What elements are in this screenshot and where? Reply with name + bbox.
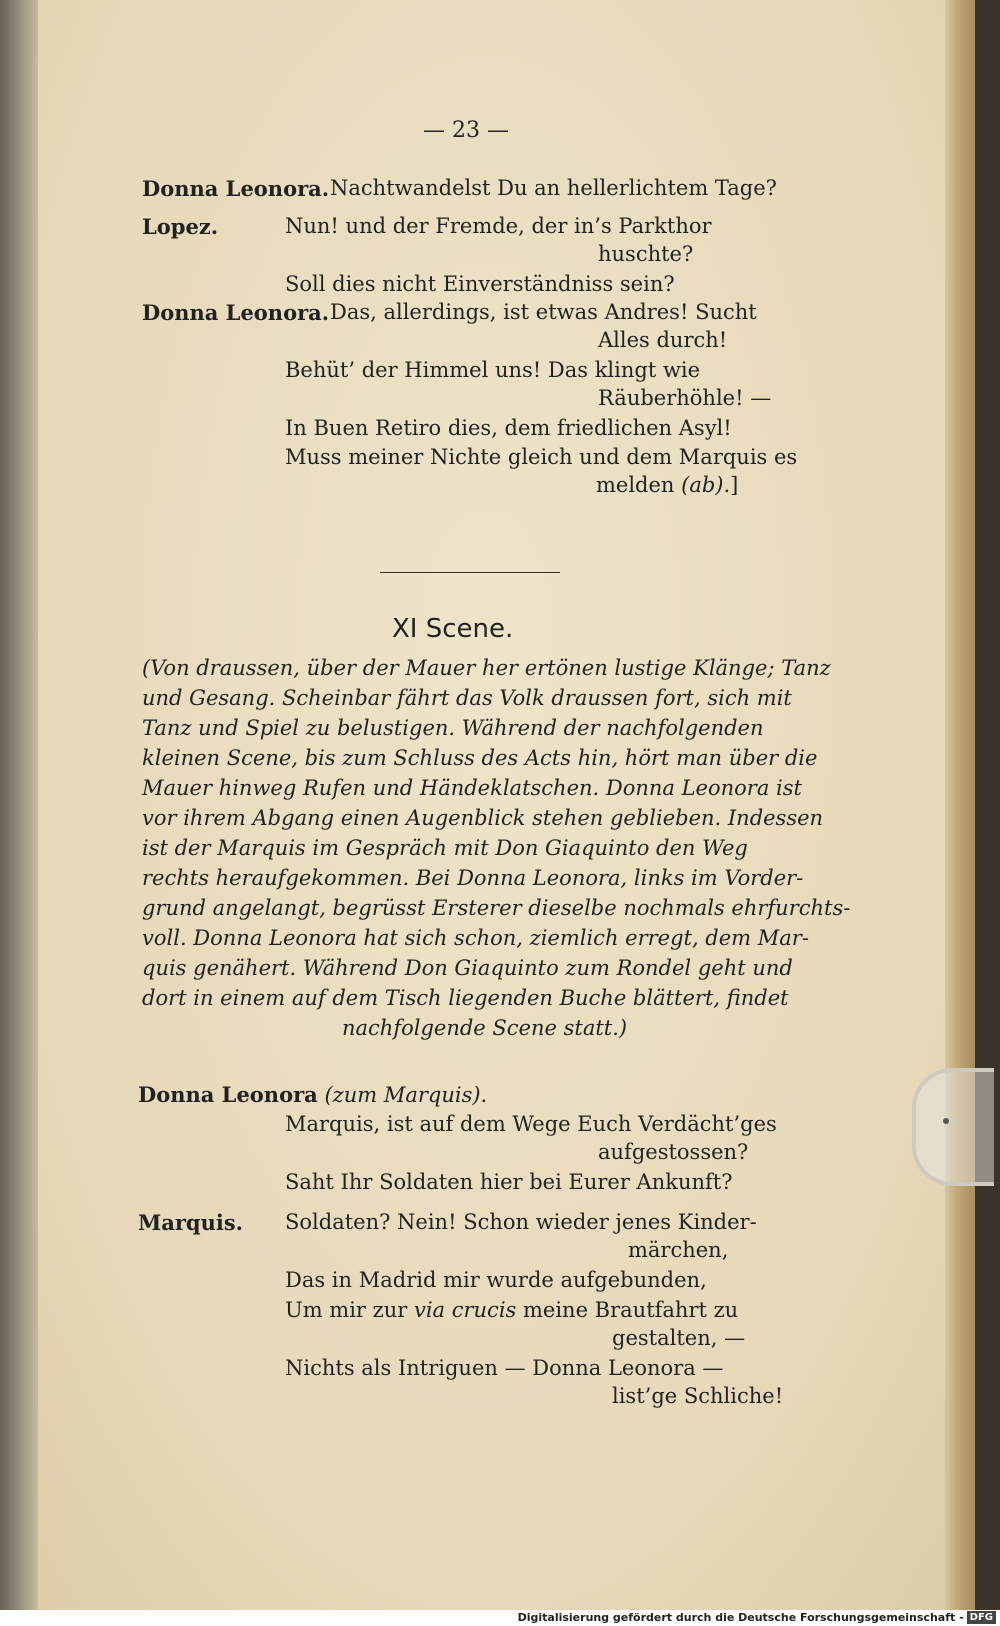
stage-direction-line: rechts heraufgekommen. Bei Donna Leonora, links im Vorder- <box>142 866 804 890</box>
verse-line: Räuberhöhle! — <box>598 386 772 410</box>
verse-line: Nachtwandelst Du an hellerlichtem Tage? <box>330 176 777 200</box>
verse-line: Alles durch! <box>598 328 728 352</box>
speaker-label: Donna Leonora. <box>142 300 330 325</box>
stage-direction-line: ist der Marquis im Gespräch mit Don Giaquinto den Weg <box>142 836 748 860</box>
speaker-label: Donna Leonora. <box>142 176 330 201</box>
verse-line: huschte? <box>598 242 694 266</box>
verse-text: meine Brautfahrt zu <box>523 1298 739 1322</box>
verse-line: Saht Ihr Soldaten hier bei Eurer Ankunft? <box>285 1170 733 1194</box>
verse-line: aufgestossen? <box>598 1140 749 1164</box>
scene-title: XI Scene. <box>392 614 514 644</box>
verse-line: Marquis, ist auf dem Wege Euch Verdächt’ges <box>285 1112 777 1136</box>
stage-direction-line: und Gesang. Scheinbar fährt das Volk draussen fort, sich mit <box>142 686 792 710</box>
page-right-edge <box>945 0 975 1610</box>
verse-line: märchen, <box>628 1238 729 1262</box>
clip-rivet-icon <box>943 1118 949 1124</box>
speaker-label: Marquis. <box>138 1210 243 1235</box>
speaker-label: Lopez. <box>142 214 219 239</box>
stage-direction-line: voll. Donna Leonora hat sich schon, ziemlich erregt, dem Mar- <box>142 926 809 950</box>
page-clip-icon <box>912 1068 994 1186</box>
verse-line-exit <box>596 473 738 497</box>
verse-text: Um mir zur <box>285 1298 408 1322</box>
scanner-background <box>975 0 1000 1610</box>
speaker-line <box>138 1082 487 1107</box>
bracket: ] <box>730 473 739 497</box>
dfg-logo: DFG <box>967 1611 996 1624</box>
stage-aside: (zum Marquis). <box>324 1083 488 1107</box>
verse-line: Behüt’ der Himmel uns! Das klingt wie <box>285 358 701 382</box>
page-number: — 23 — <box>423 118 509 143</box>
verse-line: Nun! und der Fremde, der in’s Parkthor <box>285 214 712 238</box>
verse-line: Nichts als Intriguen — Donna Leonora — <box>285 1356 724 1380</box>
stage-direction-line: quis genähert. Während Don Giaquinto zum Rondel geht und <box>142 956 793 980</box>
stage-direction-line: (Von draussen, über der Mauer her ertönen lustige Klänge; Tanz <box>142 656 831 680</box>
verse-line: list’ge Schliche! <box>612 1384 784 1408</box>
latin-phrase: via crucis <box>413 1298 517 1322</box>
digitization-footer <box>0 1610 1000 1626</box>
section-divider <box>380 572 560 573</box>
verse-line <box>285 1298 738 1322</box>
speaker-label: Donna Leonora <box>138 1082 318 1107</box>
verse-line: In Buen Retiro dies, dem friedlichen Asyl! <box>285 416 732 440</box>
stage-direction-line: kleinen Scene, bis zum Schluss des Acts hin, hört man über die <box>142 746 818 770</box>
stage-direction-line: Mauer hinweg Rufen und Händeklatschen. Donna Leonora ist <box>142 776 802 800</box>
stage-direction-line: grund angelangt, begrüsst Ersterer dieselbe nochmals ehrfurchts- <box>142 896 851 920</box>
stage-direction-line: Tanz und Spiel zu belustigen. Während der nachfolgenden <box>142 716 764 740</box>
page-left-edge <box>0 0 38 1610</box>
verse-line: Soldaten? Nein! Schon wieder jenes Kinder- <box>285 1210 757 1234</box>
verse-line: Das in Madrid mir wurde aufgebunden, <box>285 1268 707 1292</box>
verse-line: Soll dies nicht Einverständniss sein? <box>285 272 675 296</box>
stage-direction-line: nachfolgende Scene statt.) <box>342 1016 628 1040</box>
verse-line: Das, allerdings, ist etwas Andres! Sucht <box>330 300 757 324</box>
verse-text: melden <box>596 473 675 497</box>
stage-exit: (ab). <box>681 473 731 497</box>
stage-direction-line: vor ihrem Abgang einen Augenblick stehen geblieben. Indessen <box>142 806 824 830</box>
verse-line: Muss meiner Nichte gleich und dem Marquis es <box>285 445 798 469</box>
verse-line: gestalten, — <box>612 1326 746 1350</box>
footer-text: Digitalisierung gefördert durch die Deutsche Forschungsgemeinschaft - <box>517 1611 964 1624</box>
stage-direction-line: dort in einem auf dem Tisch liegenden Buche blättert, findet <box>142 986 789 1010</box>
